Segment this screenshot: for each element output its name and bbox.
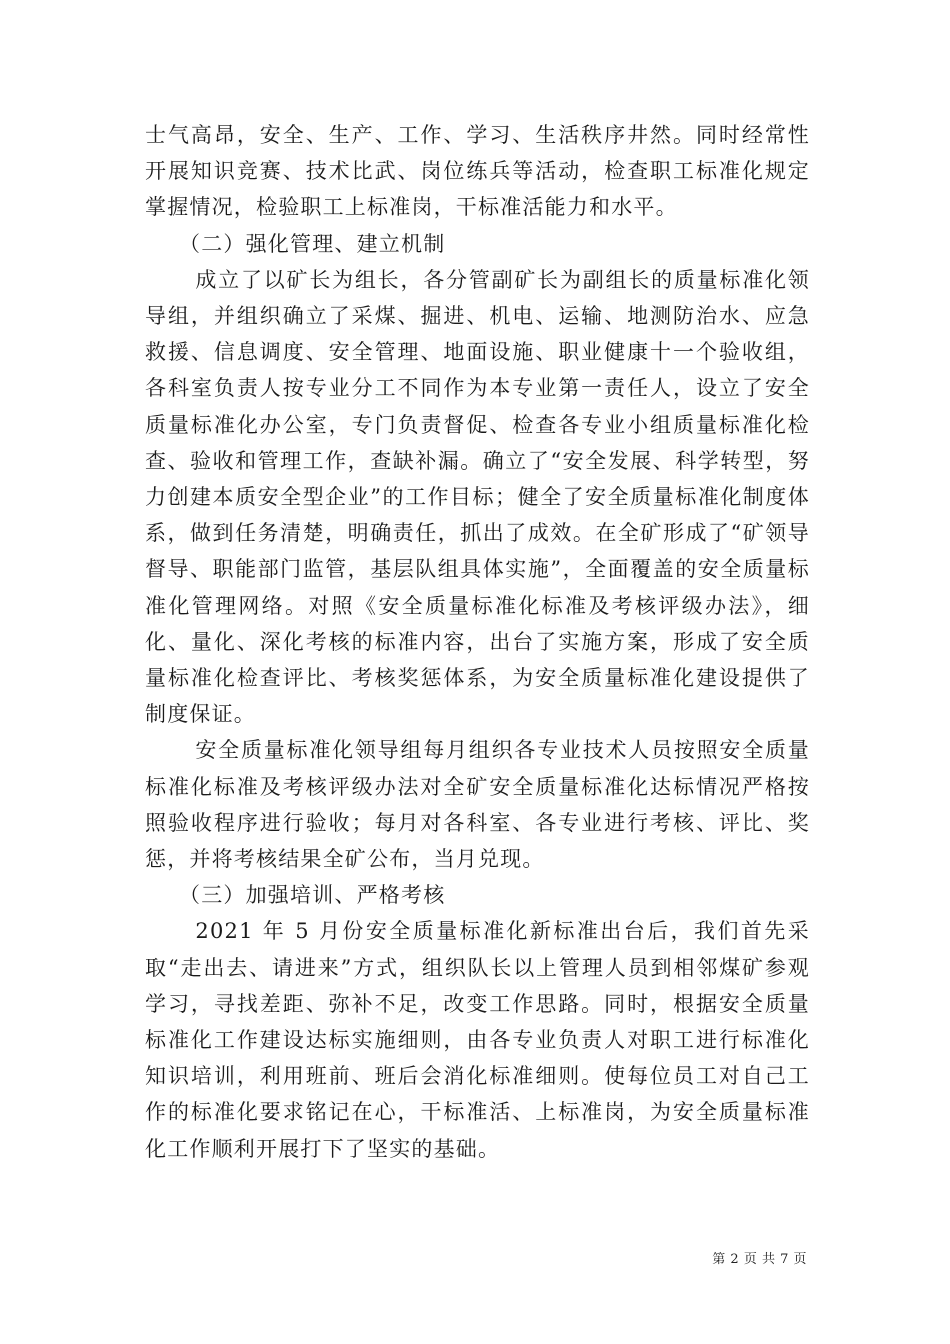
paragraph-management: 成立了以矿长为组长，各分管副矿长为副组长的质量标准化领导组，并组织确立了采煤、掘进、机电、运输、地测防治水、应急救援、信息调度、安全管理、地面设施、职业健康十一个验收组，各科室负责人按专业分工不同作为本专业第一责任人，设立了安全质量标准化办公室，专门负责督促、检查各专业小组质量标准化检查、验收和管理工作，查缺补漏。确立了“安全发展、科学转型，努力创建本质安全型企业”的工作目标；健全了安全质量标准化制度体系，做到任务清楚，明确责任，抓出了成效。在全矿形成了“矿领导督导、职能部门监管，基层队组具体实施”，全面覆盖的安全质量标准化管理网络。对照《安全质量标准化标准及考核评级办法》，细化、量化、深化考核的标准内容，出台了实施方案，形成了安全质量标准化检查评比、考核奖惩体系，为安全质量标准化建设提供了制度保证。 [145,267,810,727]
paragraph-monthly-inspection: 安全质量标准化领导组每月组织各专业技术人员按照安全质量标准化标准及考核评级办法对全矿安全质量标准化达标情况严格按照验收程序进行验收；每月对各科室、各专业进行考核、评比、奖惩，并将考核结果全矿公布，当月兑现。 [145,738,810,872]
paragraph-training: 2021 年 5 月份安全质量标准化新标准出台后，我们首先采取“走出去、请进来”方式，组织队长以上管理人员到相邻煤矿参观学习，寻找差距、弥补不足，改变工作思路。同时，根据安全质量标准化工作建设达标实施细则，由各专业负责人对职工进行标准化知识培训，利用班前、班后会消化标准细则。使每位员工对自己工作的标准化要求铭记在心，干标准活、上标准岗，为安全质量标准化工作顺利开展打下了坚实的基础。 [145,919,810,1161]
page-number: 第 2 页 共 7 页 [712,1252,807,1267]
paragraph-morale: 士气高昂，安全、生产、工作、学习、生活秩序井然。同时经常性开展知识竞赛、技术比武、岗位练兵等活动，检查职工标准化规定掌握情况，检验职工上标准岗，干标准活能力和水平。 [145,123,810,220]
section-heading-2: （二）强化管理、建立机制 [179,231,446,256]
section-heading-3: （三）加强培训、严格考核 [179,883,446,908]
document-body [145,117,810,1167]
